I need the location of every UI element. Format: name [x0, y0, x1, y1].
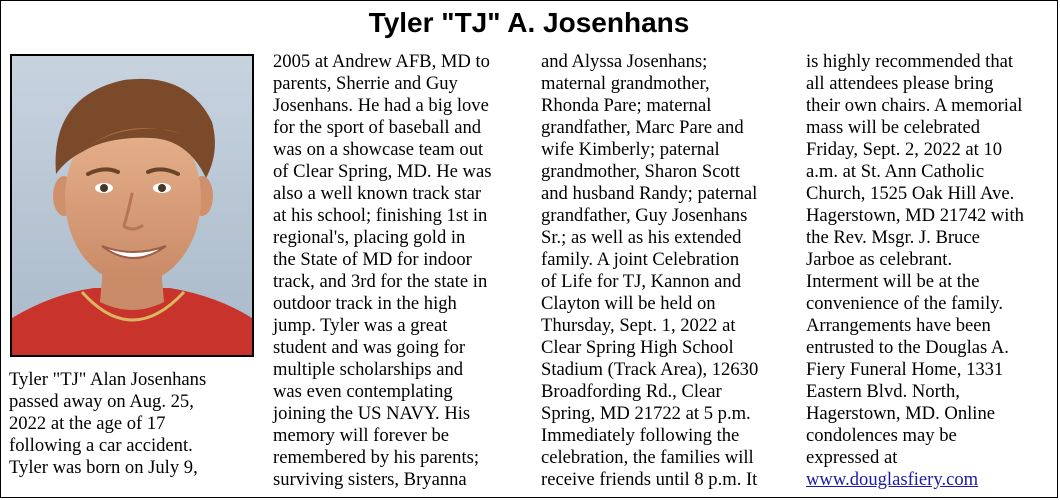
condolences-link[interactable]: www.douglasfiery.com: [806, 469, 979, 490]
obituary-column-2: 2005 at Andrew AFB, MD to parents, Sherrie and Guy Josenhans. He had a big love for the sport of baseball and was on a showcase team out of Clear Spring, MD. He was also a well known track star at his school; finishing 1st in regional's, placing gold in the State of MD for indoor track, and 3rd for the state in outdoor track in the high jump. Tyler was a great student and was going for multiple scholarships and was even contemplating joining the US NAVY. His memory will forever be remembered by his parents; surviving sisters, Bryanna: [273, 51, 492, 490]
obituary-column-3: and Alyssa Josenhans; maternal grandmother, Rhonda Pare; maternal grandfather, Marc Pare and wife Kimberly; paternal grandmother, Sharon Scott and husband Randy; paternal grandfather, Guy Josenhans Sr.; as well as his extended family. A joint Celebration of Life for TJ, Kannon and Clayton will be held on Thursday, Sept. 1, 2022 at Clear Spring High School Stadium (Track Area), 12630 Broadfording Rd., Clear Spring, MD 21722 at 5 p.m. Immediately following the celebration, the families will receive friends until 8 p.m. It: [541, 51, 759, 490]
portrait-photo: [10, 54, 254, 357]
obituary-column-4-wrap: [806, 51, 1056, 491]
obituary-title: Tyler "TJ" A. Josenhans: [368, 7, 690, 38]
obituary-column-4: is highly recommended that all attendees please bring their own chairs. A memorial mass will be celebrated Friday, Sept. 2, 2022 at 10 a.m. at St. Ann Catholic Church, 1525 Oak Hill Ave. Hagerstown, MD 21742 with the Rev. Msgr. J. Bruce Jarboe as celebrant. Interment will be at the convenience of the family. Arrangements have been entrusted to the Douglas A. Fiery Funeral Home, 1331 Eastern Blvd. North, Hagerstown, MD. Online condolences may be expressed at: [806, 51, 1024, 468]
obituary-column-1: Tyler "TJ" Alan Josenhans passed away on Aug. 25, 2022 at the age of 17 following a car accident. Tyler was born on July 9,: [9, 369, 207, 478]
portrait-illustration: [12, 56, 252, 355]
